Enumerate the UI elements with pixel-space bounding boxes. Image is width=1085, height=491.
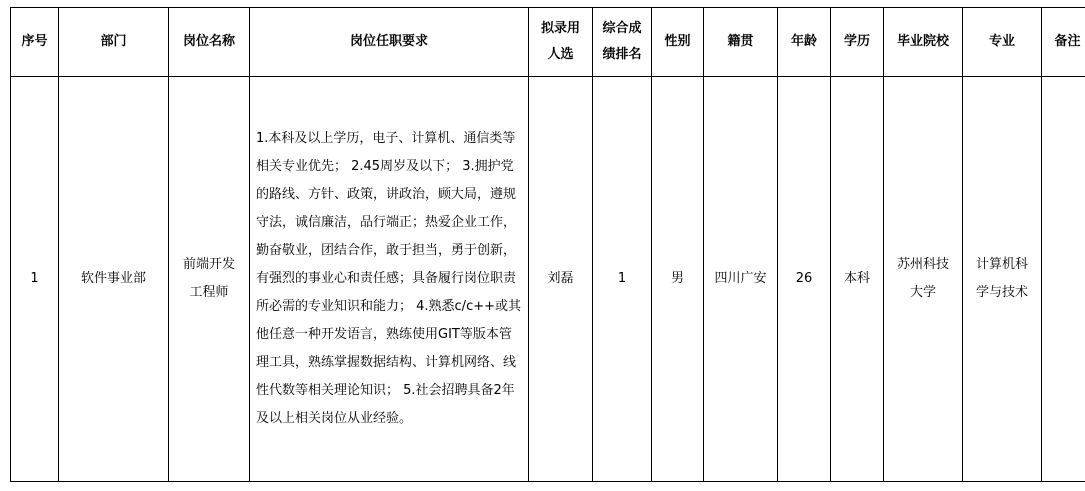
cell-major [963,77,1042,482]
cell-education-value: 本科 [843,271,870,286]
header-position-label: 岗位名称 [182,34,235,49]
cell-education [831,77,884,482]
cell-school [884,77,963,482]
cell-origin-value: 四川广安 [714,271,767,286]
header-education-label: 学历 [843,34,870,49]
header-row [11,8,1085,77]
header-dept-label: 部门 [100,34,127,49]
cell-candidate [529,77,593,482]
cell-requirements-value: 1.本科及以上学历，电子、计算机、通信类等相关专业优先； 2.45周岁及以下； 3.拥护党的路线、方针、政策，讲政治，顾大局，遵规守法，诚信廉洁，品行端正；热爱企业工作，勤奋敬业，团结合作，敢于担当，勇于创新，有强烈的事业心和责任感；具备履行岗位职责所必需的专业知识和能力； 4.熟悉c/c++或其他任意一种开发语言，熟练使用GIT等版本管理工具，熟练掌握数据结构、计算机网络、线性代数等相关理论知识； 5.社会招聘具备2年及以上相关岗位从业经验。 [256,131,521,426]
cell-school-value: 苏州科技大学 [896,257,949,300]
cell-seq-value: 1 [30,271,39,286]
header-notes [1042,8,1085,77]
header-origin-label: 籍贯 [727,34,754,49]
header-major-label: 专业 [988,34,1015,49]
cell-gender-value: 男 [670,271,684,286]
cell-notes [1042,77,1085,482]
cell-dept [59,77,169,482]
header-dept [59,8,169,77]
header-rank-label: 综合成绩排名 [602,21,642,62]
header-requirements-label: 岗位任职要求 [349,34,428,49]
cell-candidate-value: 刘磊 [547,271,574,286]
cell-position-value: 前端开发工程师 [182,257,235,300]
cell-major-value: 计算机科学与技术 [975,257,1028,300]
header-seq-label: 序号 [21,34,48,49]
cell-dept-value: 软件事业部 [80,271,146,286]
header-candidate-label: 拟录用人选 [540,21,580,62]
header-gender-label: 性别 [664,34,691,49]
header-education [831,8,884,77]
header-candidate [529,8,593,77]
cell-gender [652,77,704,482]
header-requirements [250,8,529,77]
header-origin [704,8,778,77]
cell-seq [11,77,59,482]
header-rank [593,8,652,77]
header-school [884,8,963,77]
cell-age [778,77,831,482]
header-position [169,8,250,77]
header-age [778,8,831,77]
cell-rank [593,77,652,482]
header-gender [652,8,704,77]
header-major [963,8,1042,77]
table-row [11,77,1085,482]
header-notes-label: 备注 [1054,34,1081,49]
cell-origin [704,77,778,482]
cell-requirements [250,77,529,482]
cell-rank-value: 1 [617,271,627,286]
header-age-label: 年龄 [790,34,817,49]
header-school-label: 毕业院校 [896,34,949,49]
header-seq [11,8,59,77]
recruitment-table [10,7,1085,482]
cell-position [169,77,250,482]
cell-age-value: 26 [795,271,813,286]
